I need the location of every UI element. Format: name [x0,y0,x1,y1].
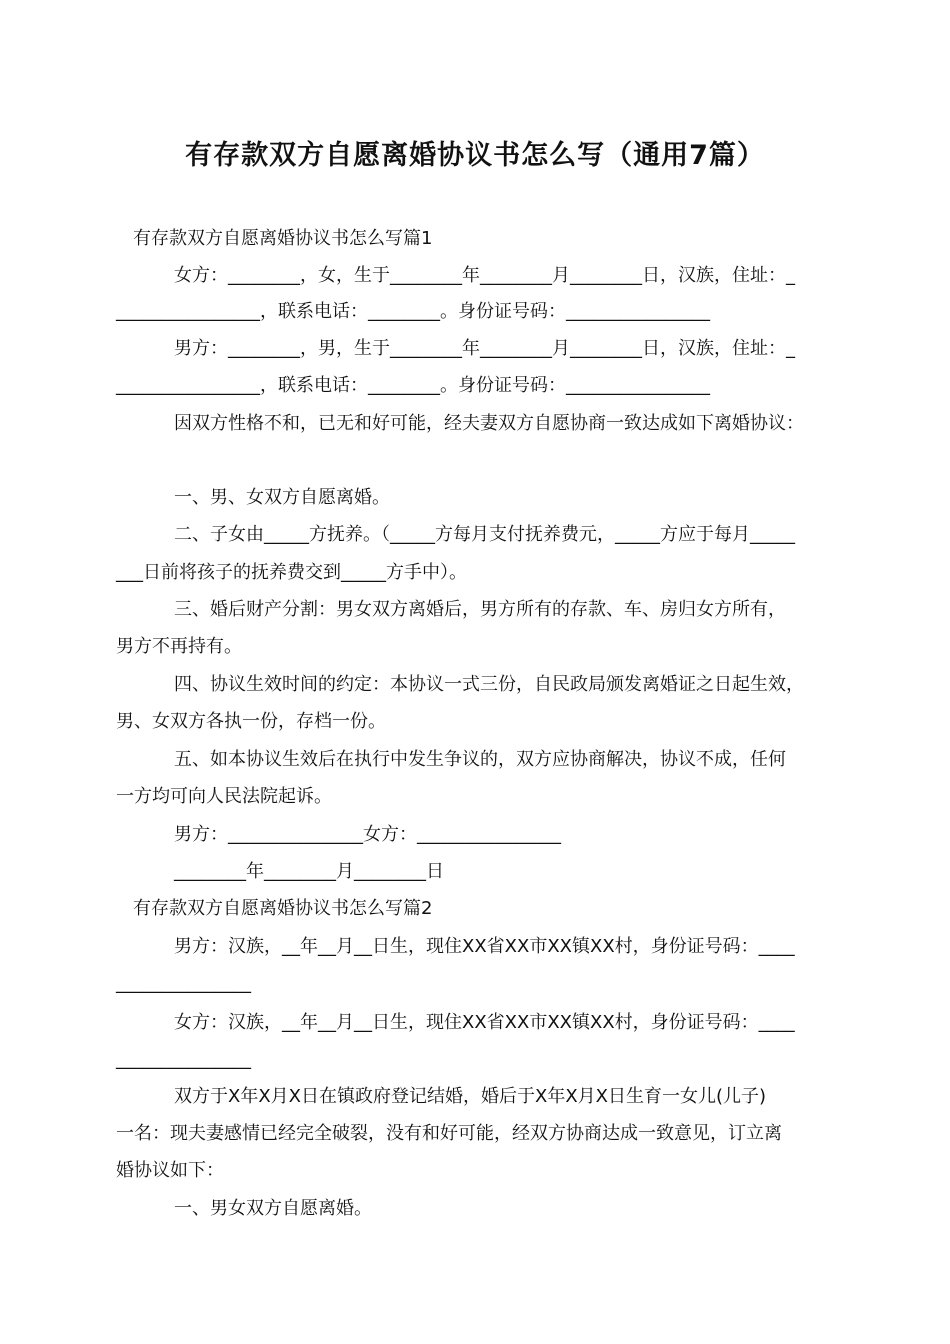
paragraph-line: 男、女双方各执一份，存档一份。 [116,711,386,732]
paragraph-line: 四、协议生效时间的约定：本协议一式三份，自民政局颁发离婚证之日起生效， [174,674,804,695]
paragraph-line: ________________，联系电话：________。身份证号码：________________ [116,375,710,396]
paragraph-line: _______________ [116,973,251,994]
paragraph-line: ________________，联系电话：________。身份证号码：________________ [116,301,710,322]
paragraph-line: 女方：汉族，__年__月__日生，现住XX省XX市XX镇XX村，身份证号码：____ [174,1012,795,1033]
paragraph-line: 一名：现夫妻感情已经完全破裂，没有和好可能，经双方协商达成一致意见，订立离 [116,1123,782,1144]
section-heading: 有存款双方自愿离婚协议书怎么写篇2 [133,898,433,919]
paragraph-line: 婚协议如下： [116,1160,224,1181]
paragraph-line: 双方于X年X月X日在镇政府登记结婚，婚后于X年X月X日生育一女儿(儿子) [174,1086,767,1107]
paragraph-line: 女方：________，女，生于________年________月________日，汉族，住址：_ [174,265,795,286]
signature-line: 男方：_______________女方：________________ [174,824,561,845]
paragraph-line: 一方均可向人民法院起诉。 [116,786,332,807]
date-line: ________年________月________日 [174,861,444,882]
paragraph-line: 一、男女双方自愿离婚。 [174,1198,372,1219]
paragraph-line: 男方：汉族，__年__月__日生，现住XX省XX市XX镇XX村，身份证号码：____ [174,936,795,957]
paragraph-line: 三、婚后财产分割：男女双方离婚后，男方所有的存款、车、房归女方所有， [174,599,786,620]
paragraph-line: 二、子女由_____方抚养。（_____方每月支付抚养费元，_____方应于每月_____ [174,524,795,545]
paragraph-line: 一、男、女双方自愿离婚。 [174,487,390,508]
section-heading: 有存款双方自愿离婚协议书怎么写篇1 [133,228,433,249]
paragraph-line: 男方不再持有。 [116,636,242,657]
paragraph-line: 五、如本协议生效后在执行中发生争议的，双方应协商解决，协议不成，任何 [174,749,786,770]
paragraph-line: 因双方性格不和，已无和好可能，经夫妻双方自愿协商一致达成如下离婚协议： [174,413,804,434]
document-title: 有存款双方自愿离婚协议书怎么写（通用7篇） [185,140,765,171]
paragraph-line: ___日前将孩子的抚养费交到_____方手中）。 [116,562,467,583]
paragraph-line: 男方：________，男，生于________年________月________日，汉族，住址：_ [174,338,795,359]
paragraph-line: _______________ [116,1049,251,1070]
